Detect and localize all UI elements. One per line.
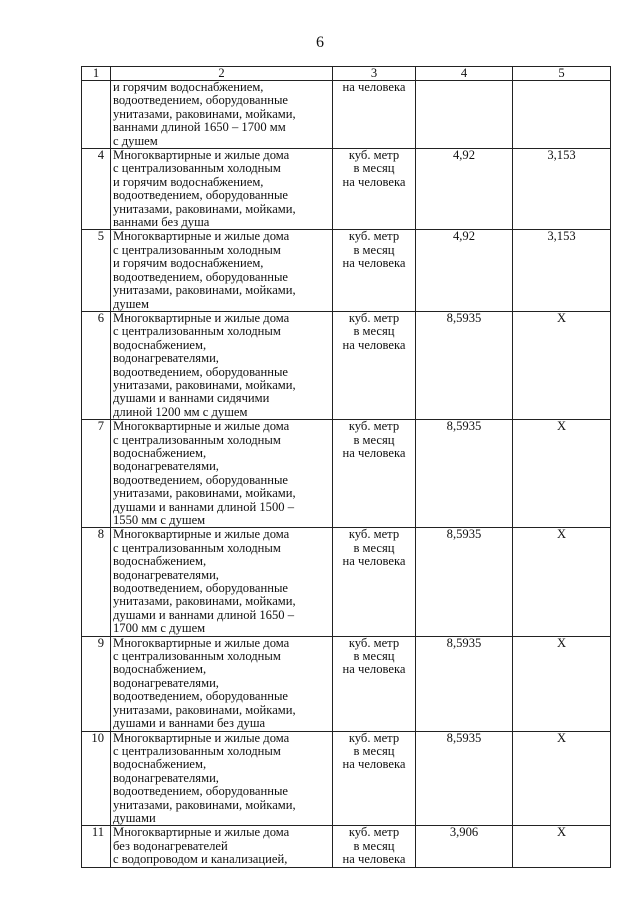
table-row	[82, 311, 611, 419]
table-header	[82, 67, 611, 81]
row-description	[111, 311, 333, 419]
description-line: Многоквартирные и жилые дома	[113, 636, 290, 650]
consumption-norms-table	[81, 66, 611, 868]
row-unit	[333, 81, 416, 149]
row-number	[82, 81, 111, 149]
description-line: душами	[113, 810, 156, 825]
description-line: водонагревателями,	[113, 770, 219, 785]
row-value-col4: 8,5935	[416, 420, 513, 528]
table-row	[82, 528, 611, 636]
unit-line: куб. метр	[348, 636, 400, 650]
row-value-col4: 3,906	[416, 826, 513, 867]
row-value-col5: X	[513, 731, 611, 826]
table-row	[82, 636, 611, 731]
description-line: водоотведением, оборудованные	[113, 784, 289, 799]
row-description	[111, 420, 333, 528]
page-number: 6	[316, 34, 324, 51]
row-unit	[333, 149, 416, 230]
row-value-col5: X	[513, 311, 611, 419]
description-line: водоотведением, оборудованные	[113, 581, 289, 596]
description-line: Многоквартирные и жилые дома	[113, 731, 290, 745]
unit-line: куб. метр	[348, 229, 400, 244]
row-unit	[333, 636, 416, 731]
description-line: водоотведением, оборудованные	[113, 269, 289, 284]
description-line: и горячим водоснабжением,	[113, 174, 264, 189]
description-line: с водопроводом и канализацией,	[113, 852, 288, 867]
header-cell-2: 2	[111, 67, 333, 81]
description-line: и горячим водоснабжением,	[113, 80, 264, 94]
unit-line: на человека	[342, 757, 406, 772]
row-unit	[333, 528, 416, 636]
row-value-col4: 4,92	[416, 230, 513, 311]
row-value-col4: 8,5935	[416, 311, 513, 419]
unit-line: куб. метр	[348, 731, 400, 745]
row-number: 10	[82, 731, 111, 826]
row-unit	[333, 731, 416, 826]
description-line: Многоквартирные и жилые дома	[113, 419, 290, 434]
table-row	[82, 230, 611, 311]
unit-line: куб. метр	[348, 311, 400, 325]
header-cell-5: 5	[513, 67, 611, 81]
description-line: 1550 мм с душем	[113, 513, 206, 527]
description-line: Многоквартирные и жилые дома	[113, 311, 290, 325]
row-unit	[333, 230, 416, 311]
unit-line: в месяц	[353, 649, 395, 664]
description-line: водоотведением, оборудованные	[113, 472, 289, 487]
description-line: с централизованным холодным	[113, 432, 281, 447]
description-line: душами и ваннами сидячими	[113, 391, 270, 406]
row-number: 7	[82, 420, 111, 528]
description-line: с централизованным холодным	[113, 743, 281, 758]
row-description	[111, 636, 333, 731]
description-line: унитазами, раковинами, мойками,	[113, 283, 296, 298]
row-description	[111, 528, 333, 636]
description-line: 1700 мм с душем	[113, 621, 206, 636]
row-value-col4	[416, 81, 513, 149]
row-number: 8	[82, 528, 111, 636]
row-value-col4: 4,92	[416, 149, 513, 230]
description-line: унитазами, раковинами, мойками,	[113, 797, 296, 812]
row-value-col5: X	[513, 636, 611, 731]
description-line: водоотведением, оборудованные	[113, 93, 289, 108]
unit-line: на человека	[342, 174, 406, 189]
header-cell-3: 3	[333, 67, 416, 81]
description-line: ваннами без душа	[113, 215, 210, 230]
unit-line: на человека	[342, 256, 406, 271]
table-row	[82, 731, 611, 826]
unit-line: на человека	[342, 80, 406, 94]
unit-line: в месяц	[353, 432, 395, 447]
description-line: и горячим водоснабжением,	[113, 256, 264, 271]
row-value-col4: 8,5935	[416, 528, 513, 636]
description-line: водонагревателями,	[113, 459, 219, 474]
unit-line: куб. метр	[348, 148, 400, 163]
row-number: 5	[82, 230, 111, 311]
description-line: водоснабжением,	[113, 337, 207, 352]
description-line: унитазами, раковинами, мойками,	[113, 594, 296, 609]
description-line: водоснабжением,	[113, 757, 207, 772]
description-line: ваннами длиной 1650 – 1700 мм	[113, 120, 286, 135]
description-line: водонагревателями,	[113, 567, 219, 582]
table-row	[82, 149, 611, 230]
unit-line: в месяц	[353, 242, 395, 257]
description-line: водоотведением, оборудованные	[113, 364, 289, 379]
unit-line: в месяц	[353, 743, 395, 758]
description-line: с централизованным холодным	[113, 161, 281, 176]
description-line: водоснабжением,	[113, 554, 207, 569]
unit-line: в месяц	[353, 161, 395, 176]
description-line: водоотведением, оборудованные	[113, 689, 289, 704]
table-row	[82, 420, 611, 528]
row-unit	[333, 420, 416, 528]
row-value-col5: X	[513, 528, 611, 636]
row-number: 11	[82, 826, 111, 867]
row-description	[111, 731, 333, 826]
description-line: с душем	[113, 133, 158, 148]
description-line: длиной 1200 мм с душем	[113, 404, 248, 419]
unit-line: в месяц	[353, 838, 395, 853]
row-value-col5: 3,153	[513, 230, 611, 311]
description-line: с централизованным холодным	[113, 324, 281, 339]
description-line: водонагревателями,	[113, 675, 219, 690]
description-line: душем	[113, 296, 149, 311]
row-number: 6	[82, 311, 111, 419]
unit-line: куб. метр	[348, 527, 400, 542]
description-line: без водонагревателей	[113, 838, 228, 853]
description-line: душами и ваннами без душа	[113, 716, 266, 731]
table-row	[82, 826, 611, 867]
unit-line: на человека	[342, 445, 406, 460]
description-line: унитазами, раковинами, мойками,	[113, 486, 296, 501]
row-description	[111, 230, 333, 311]
description-line: с централизованным холодным	[113, 540, 281, 555]
description-line: Многоквартирные и жилые дома	[113, 148, 290, 163]
unit-line: куб. метр	[348, 825, 400, 840]
description-line: душами и ваннами длиной 1650 –	[113, 607, 295, 622]
row-description	[111, 81, 333, 149]
row-value-col5: 3,153	[513, 149, 611, 230]
unit-line: на человека	[342, 337, 406, 352]
row-value-col4: 8,5935	[416, 731, 513, 826]
unit-line: куб. метр	[348, 419, 400, 434]
description-line: водонагревателями,	[113, 351, 219, 366]
unit-line: на человека	[342, 554, 406, 569]
table-body	[82, 81, 611, 868]
row-unit	[333, 826, 416, 867]
row-value-col5: X	[513, 420, 611, 528]
unit-line: на человека	[342, 852, 406, 867]
row-value-col5: X	[513, 826, 611, 867]
row-unit	[333, 311, 416, 419]
row-value-col5	[513, 81, 611, 149]
description-line: унитазами, раковинами, мойками,	[113, 201, 296, 216]
unit-line: в месяц	[353, 324, 395, 339]
description-line: с централизованным холодным	[113, 242, 281, 257]
description-line: душами и ваннами длиной 1500 –	[113, 499, 295, 514]
header-cell-4: 4	[416, 67, 513, 81]
description-line: водоснабжением,	[113, 662, 207, 677]
unit-line: в месяц	[353, 540, 395, 555]
row-value-col4: 8,5935	[416, 636, 513, 731]
description-line: унитазами, раковинами, мойками,	[113, 702, 296, 717]
description-line: водоотведением, оборудованные	[113, 188, 289, 203]
header-cell-1: 1	[82, 67, 111, 81]
unit-line: на человека	[342, 662, 406, 677]
row-number: 9	[82, 636, 111, 731]
description-line: Многоквартирные и жилые дома	[113, 825, 290, 840]
description-line: с централизованным холодным	[113, 649, 281, 664]
table-row	[82, 81, 611, 149]
description-line: Многоквартирные и жилые дома	[113, 527, 290, 542]
row-description	[111, 826, 333, 867]
description-line: Многоквартирные и жилые дома	[113, 229, 290, 244]
description-line: унитазами, раковинами, мойками,	[113, 377, 296, 392]
description-line: унитазами, раковинами, мойками,	[113, 106, 296, 121]
description-line: водоснабжением,	[113, 445, 207, 460]
header-row	[82, 67, 611, 81]
row-description	[111, 149, 333, 230]
row-number: 4	[82, 149, 111, 230]
